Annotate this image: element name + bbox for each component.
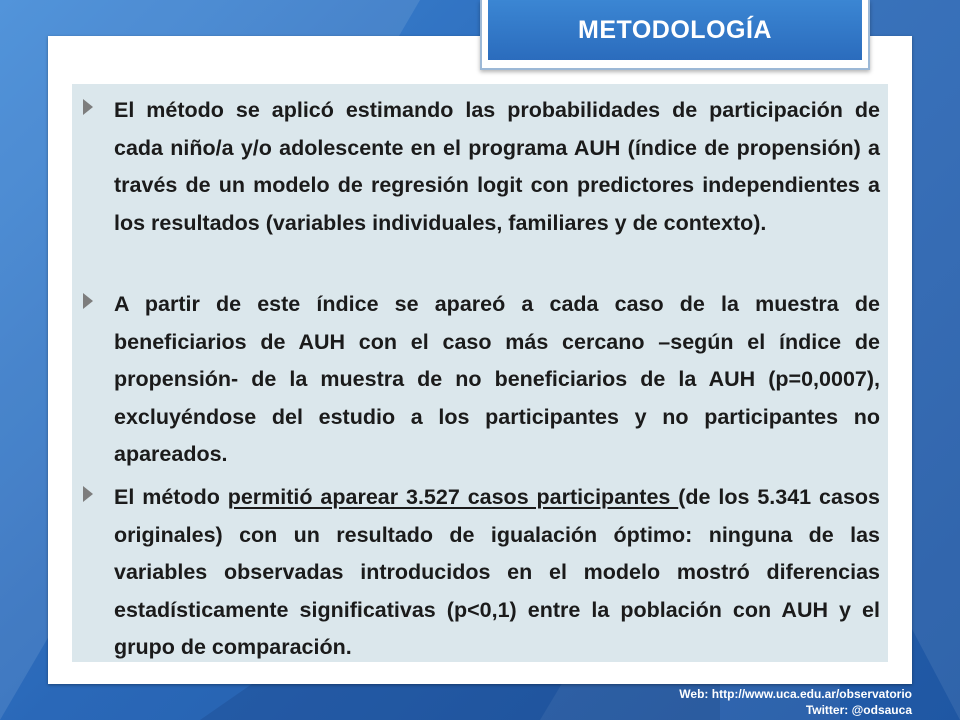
bullet-paragraph-1	[82, 92, 880, 242]
underlined-phrase: permitió aparear 3.527 casos participantes	[227, 485, 679, 509]
title-tab	[480, 0, 870, 70]
footer-twitter: Twitter: @odsauca	[805, 703, 912, 717]
bullet-paragraph-2	[82, 286, 880, 474]
slide-title: METODOLOGÍA	[578, 15, 772, 44]
paragraph-text-end: (de los 5.341 casos originales) con un resultado de igualación óptimo: ninguna de las variables observadas introducidos en el modelo mostró diferencias estadísticamente significativas (p<0,1) entre la población con AUH y el grupo de comparación.	[114, 485, 880, 659]
paragraph-text	[114, 479, 880, 667]
paragraph-text: A partir de este índice se apareó a cada caso de la muestra de beneficiarios de AUH con el caso más cercano –según el índice de propensión- de la muestra de no beneficiarios de la AUH (p=0,0007), excluyéndose del estudio a los participantes y no participantes no apareados.	[114, 292, 880, 466]
footer-web-link[interactable]: Web: http://www.uca.edu.ar/observatorio	[679, 687, 912, 701]
footer	[679, 686, 912, 718]
bullet-paragraph-3	[82, 479, 880, 667]
paragraph-text: El método se aplicó estimando las probabilidades de participación de cada niño/a y/o adolescente en el programa AUH (índice de propensión) a través de un modelo de regresión logit con predictores independientes a los resultados (variables individuales, familiares y de contexto).	[114, 98, 880, 235]
paragraph-text-start: El método	[114, 485, 228, 509]
triangle-bullet-icon	[82, 292, 94, 310]
title-banner	[488, 0, 862, 60]
triangle-bullet-icon	[82, 485, 94, 503]
triangle-bullet-icon	[82, 98, 94, 116]
